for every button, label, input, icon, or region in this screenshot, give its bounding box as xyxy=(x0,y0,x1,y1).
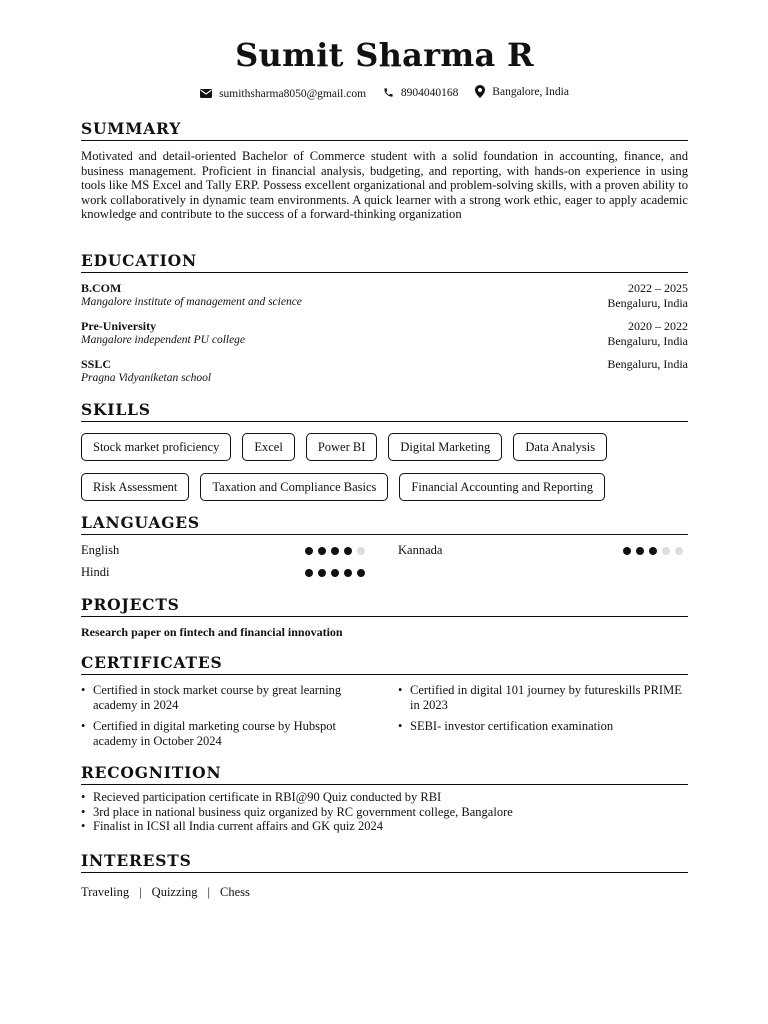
certificates-heading: CERTIFICATES xyxy=(81,653,688,675)
interest-item: Quizzing xyxy=(151,885,198,899)
skills-section xyxy=(81,400,688,513)
education-item xyxy=(81,319,688,357)
summary-heading: SUMMARY xyxy=(81,119,688,141)
projects-heading: PROJECTS xyxy=(81,595,688,617)
education-institution: Mangalore independent PU college xyxy=(81,334,246,346)
level-dot-empty xyxy=(357,547,365,555)
recognition-item: • 3rd place in national business quiz organized by RC government college, Bangalore xyxy=(81,805,688,820)
education-list xyxy=(81,281,688,395)
level-dot-filled xyxy=(305,547,313,555)
level-dot-filled xyxy=(331,569,339,577)
language-name: Kannada xyxy=(398,543,443,557)
interest-separator: | xyxy=(207,885,211,899)
phone-text: 8904040168 xyxy=(400,86,459,99)
level-dot-filled xyxy=(331,547,339,555)
level-dot-filled xyxy=(344,547,352,555)
skill-chip: Stock market proficiency xyxy=(81,433,231,461)
projects-section xyxy=(81,595,688,640)
education-section xyxy=(81,251,688,395)
phone-icon xyxy=(383,87,394,98)
level-dot-filled xyxy=(344,569,352,577)
education-degree: B.COM xyxy=(81,281,122,295)
recognition-section xyxy=(81,763,688,834)
interests-heading: INTERESTS xyxy=(81,851,688,873)
language-level-dots xyxy=(623,547,688,555)
recognition-heading: RECOGNITION xyxy=(81,763,688,785)
education-location: Bengaluru, India xyxy=(607,334,688,348)
education-degree: SSLC xyxy=(81,357,112,371)
skill-chip: Risk Assessment xyxy=(81,473,189,501)
certificate-item: • SEBI- investor certification examination xyxy=(398,719,688,734)
summary-section xyxy=(81,119,688,222)
skills-heading: SKILLS xyxy=(81,400,688,422)
skill-chip: Digital Marketing xyxy=(388,433,502,461)
level-dot-empty xyxy=(675,547,683,555)
interest-item: Traveling xyxy=(81,885,130,899)
skill-chip: Data Analysis xyxy=(513,433,607,461)
languages-section xyxy=(81,513,688,585)
skill-chip: Power BI xyxy=(306,433,378,461)
contact-phone xyxy=(383,87,459,99)
education-institution: Mangalore institute of management and science xyxy=(81,296,302,308)
recognition-list xyxy=(81,790,688,834)
certificate-item: • Certified in digital marketing course by Hubspot academy in October 2024 xyxy=(81,719,376,748)
certificates-section xyxy=(81,653,688,755)
language-level-dots xyxy=(305,547,370,555)
level-dot-filled xyxy=(649,547,657,555)
candidate-name: Sumit Sharma R xyxy=(235,36,534,74)
certificates-list xyxy=(81,675,688,755)
education-item xyxy=(81,357,688,395)
contact-email xyxy=(200,88,366,100)
contact-location xyxy=(475,85,569,98)
education-years: 2022 – 2025 xyxy=(628,281,688,295)
certificate-item: • Certified in stock market course by great learning academy in 2024 xyxy=(81,683,376,712)
location-text: Bangalore, India xyxy=(492,85,569,98)
education-location: Bengaluru, India xyxy=(607,357,688,371)
certificates-column-right xyxy=(398,683,688,741)
education-location: Bengaluru, India xyxy=(607,296,688,310)
interest-separator: | xyxy=(139,885,142,899)
interests-list xyxy=(81,885,688,900)
certificate-item: • Certified in digital 101 journey by futureskills PRIME in 2023 xyxy=(398,683,688,712)
level-dot-filled xyxy=(318,547,326,555)
project-title: Research paper on fintech and financial innovation xyxy=(81,625,343,639)
languages-list xyxy=(81,541,688,585)
skill-chip: Excel xyxy=(242,433,294,461)
skill-chip: Financial Accounting and Reporting xyxy=(399,473,605,501)
recognition-item: • Recieved participation certificate in RBI@90 Quiz conducted by RBI xyxy=(81,790,688,805)
certificates-column-left xyxy=(81,683,376,755)
language-level-dots xyxy=(305,569,370,577)
level-dot-filled xyxy=(318,569,326,577)
education-heading: EDUCATION xyxy=(81,251,688,273)
level-dot-filled xyxy=(636,547,644,555)
recognition-item: • Finalist in ICSI all India current affairs and GK quiz 2024 xyxy=(81,819,688,834)
skills-list xyxy=(81,433,688,513)
map-pin-icon xyxy=(475,85,485,98)
languages-heading: LANGUAGES xyxy=(81,513,688,535)
level-dot-empty xyxy=(662,547,670,555)
envelope-icon xyxy=(200,89,212,98)
skill-chip: Taxation and Compliance Basics xyxy=(200,473,388,501)
interests-section xyxy=(81,851,688,900)
education-years: 2020 – 2022 xyxy=(628,319,688,333)
email-text: sumithsharma8050@gmail.com xyxy=(219,87,367,100)
education-institution: Pragna Vidyaniketan school xyxy=(81,372,212,384)
education-item xyxy=(81,281,688,319)
level-dot-filled xyxy=(623,547,631,555)
level-dot-filled xyxy=(305,569,313,577)
education-degree: Pre-University xyxy=(81,319,157,333)
language-name: Hindi xyxy=(81,565,110,579)
interest-item: Chess xyxy=(220,885,250,899)
summary-text: Motivated and detail-oriented Bachelor of Commerce student with a solid foundation in accounting, finance, and business management. Proficient in financial analysis, budgeting, and reporting, with hands-on experience in using tools like MS Excel and Tally ERP. Possess excellent organizational and problem-solving skills, with a proven ability to work collaboratively in dynamic team environments. A quick learner with a strong work ethic, eager to apply academic knowledge and contribute to the success of a forward-thinking organization xyxy=(81,149,688,222)
level-dot-filled xyxy=(357,569,365,577)
contact-line xyxy=(81,85,688,101)
language-name: English xyxy=(81,543,120,557)
